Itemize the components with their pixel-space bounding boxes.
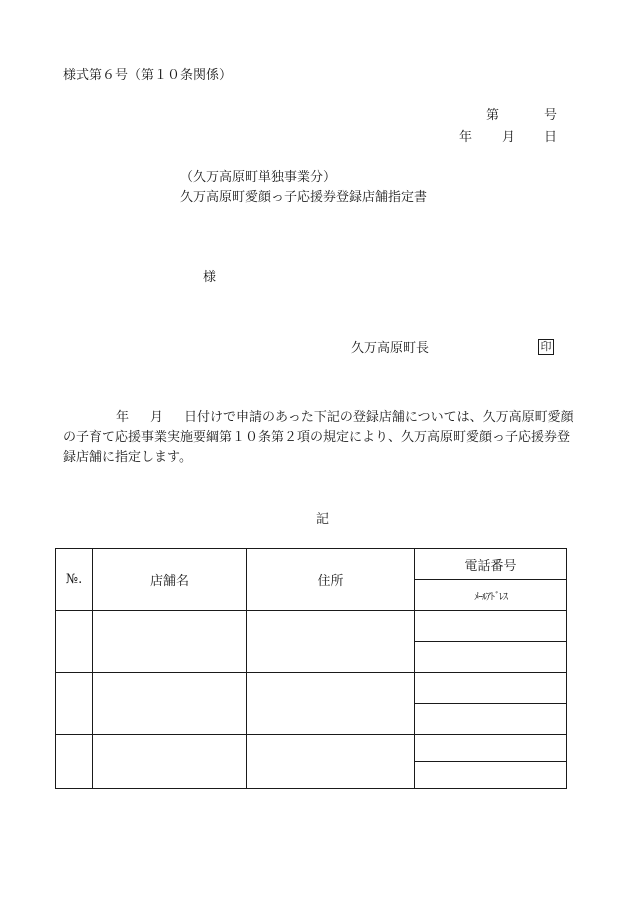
row-3-phone[interactable] <box>415 735 567 762</box>
header-no: №. <box>56 549 93 611</box>
row-2-store-name[interactable] <box>93 673 247 735</box>
row-1-address[interactable] <box>247 611 415 673</box>
ki-heading: 記 <box>316 512 330 527</box>
store-table <box>55 548 567 789</box>
form-number: 様式第６号（第１０条関係） <box>63 68 233 83</box>
body-date-month: 月 <box>150 410 164 425</box>
issuer-name: 久万高原町長 <box>351 341 430 356</box>
document-title: 久万高原町愛顔っ子応援券登録店舗指定書 <box>180 190 428 205</box>
header-phone: 電話番号 <box>415 549 567 580</box>
row-2-no[interactable] <box>56 673 93 735</box>
row-2-address[interactable] <box>247 673 415 735</box>
row-3-address[interactable] <box>247 735 415 789</box>
row-3-email[interactable] <box>415 762 567 789</box>
date-year-label: 年 <box>459 130 473 145</box>
row-1-phone[interactable] <box>415 611 567 642</box>
row-1-email[interactable] <box>415 642 567 673</box>
seal-mark: 印 <box>538 339 554 355</box>
row-3-no[interactable] <box>56 735 93 789</box>
body-date-year: 年 <box>116 410 130 425</box>
date-day-label: 日 <box>544 130 558 145</box>
header-address: 住所 <box>247 549 415 611</box>
document-subtitle: （久万高原町単独事業分） <box>180 170 337 185</box>
addressee-suffix: 様 <box>203 270 217 285</box>
date-month-label: 月 <box>502 130 516 145</box>
body-paragraph <box>63 408 575 468</box>
row-1-no[interactable] <box>56 611 93 673</box>
row-3-store-name[interactable] <box>93 735 247 789</box>
header-store-name: 店舗名 <box>93 549 247 611</box>
row-2-email[interactable] <box>415 704 567 735</box>
row-2-phone[interactable] <box>415 673 567 704</box>
header-email: ﾒｰﾙｱﾄﾞﾚｽ <box>415 580 567 611</box>
body-text: 日付けで申請のあった下記の登録店舗については、久万高原町愛顔の子育て応援事業実施要綱第１０条第２項の規定により、久万高原町愛顔っ子応援券登録店舗に指定します。 <box>63 410 574 465</box>
row-1-store-name[interactable] <box>93 611 247 673</box>
document-number-label: 第 <box>486 108 500 123</box>
document-number-suffix: 号 <box>544 108 558 123</box>
